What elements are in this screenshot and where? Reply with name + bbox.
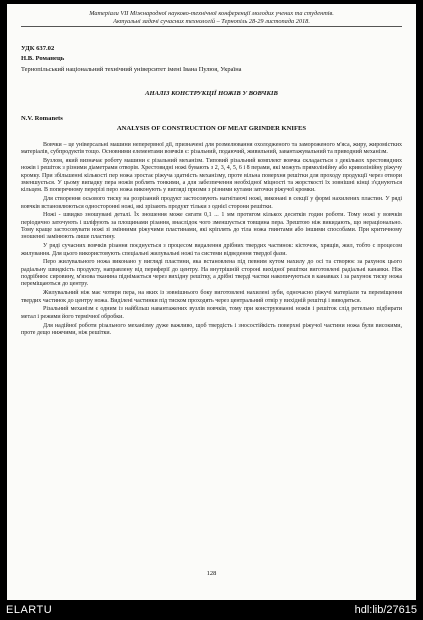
paragraph: Різальний механізм є одним із найбільш навантажених вузлів вовчків, тому при конструюванні ножів і решіток слід ретельно підбирати метал і режими його термічної обробки.	[21, 306, 402, 320]
paragraph: Вузлом, який визначає роботу машини є різальний механізм. Типовий різальний комплект вовчка складається з декількох хрестовидних ножів і решіток з різними діаметрами отворів. Хрестовидні ножі бувають з 2, 3, 4, 5, 6 і 8 перами, які можуть прямолінійну або криволінійну ріжучу кромку. При збільшенні кількості пер ножа зростає ріжуча здатність механізму, проте вільна поверхня решітки для проходу продукції через отвори зменшується. У цьому випадку пера ножів роблять тонкими, а для забезпечення необхідної міцності та жорсткості їх зовнішні кінці з'єднуються кільцем. В поперечному перерізі перо ножа виконують у вигляді призми з різними кутами заточки ріжучої кромки.	[21, 158, 402, 194]
paragraph: Для створення осьового тиску на розрізаний продукт застосовують нагнітаючі ножі, виконані в секції у формі нахилених пластин. У ряді вовчків встановлюються односторонні ножі, які зрізають продукт тільки з однієї сторони решітки.	[21, 196, 402, 210]
document-page	[7, 4, 416, 600]
paragraph: Для надійної роботи різального механізму дуже важливо, щоб твердість і зносостійкість поверхні ріжучої частини ножа були високими, проте дещо нижчими, ніж решітки.	[21, 322, 402, 336]
paragraph: Ножі - швидко зношувані деталі. Їх зношення може сягати 0,1 ... 1 мм протягом кількох десятків годин роботи. Тому ножі у вовчків періодично заточують і шліфують за площинами різання, внаслідок чого зменшується товщина пера. Зрештою ніж викидають, що нераціонально. Тому краще застосовувати ножі зі змінними ріжучими пластинами, які кріплять до тіла ножа гвинтами або іншими способами. При критичному зношенні замінюють лише пластину.	[21, 212, 402, 241]
article-title-en: ANALYSIS OF CONSTRUCTION OF MEAT GRINDER KNIFES	[116, 125, 307, 132]
conference-header	[21, 10, 402, 27]
paragraph: Перо жилувального ножа виконано у вигляді пластини, яка встановлена під певним кутом нахилу до осі та створює за рахунок цього радіальну швидкість продукту, направлену від периферії до центру. На внутрішній стороні вихідної решітки виготовлені радіальні канавки. Ніж подрібнює сировину, м'язова тканина піднімається через вихідну решітку, а дрібні тверді частки накопичуються в канавках і за рахунок тиску ножа переміщаються до центру.	[21, 259, 402, 288]
conference-header-line-1: Матеріали VII Міжнародної науково-технічної конференції молодих учених та студентів.	[89, 10, 334, 17]
udk-code: УДК 637.02	[21, 45, 55, 52]
author-name-en: N.V. Romanets	[21, 115, 63, 122]
article-title-uk: АНАЛІЗ КОНСТРУКЦІЇ НОЖІВ У ВОВЧКІВ	[145, 90, 278, 97]
repository-footer	[0, 600, 423, 620]
paragraph: Вовчки – це універсальні машини неперервної дії, призначені для розмелювання охолодженого та замороженого м'яса, жиру, жиромістких матеріалів, субпродуктів тощо. Основними елементами вовчків є: різальний, подаючий, живильний, завантажувальний та приводний механізм.	[21, 142, 402, 156]
affiliation: Тернопільський національний технічний університет імені Івана Пулюя, Україна	[21, 66, 242, 73]
conference-header-line-2: Актуальні задачі сучасних технологій – Тернопіль 28-29 листопада 2018.	[113, 17, 310, 25]
paragraph: Жилувальний ніж має чотири пера, на яких із зовнішнього боку виготовлені нахилені зуби, одночасно ріжучі матеріали та переміщення твердих частинок до центру ножа. Виділені частинки під тиском проходять через центральний отвір у вихідній решітці і виводяться.	[21, 290, 402, 304]
article-body	[21, 142, 402, 339]
author-name-uk: Н.В. Романець	[21, 55, 65, 62]
paragraph: У ряді сучасних вовчків різання поєднується з процесом видалення дрібних твердих частинок: кісточок, хрящів, жил, тобто с процесом жилування. Для цього використовують спеціальні жилувальні ножі та системи відведення твердої фази.	[21, 243, 402, 257]
handle-id: hdl:lib/27615	[354, 604, 417, 616]
repository-name: ELARTU	[6, 604, 53, 616]
page-number: 128	[206, 570, 217, 577]
